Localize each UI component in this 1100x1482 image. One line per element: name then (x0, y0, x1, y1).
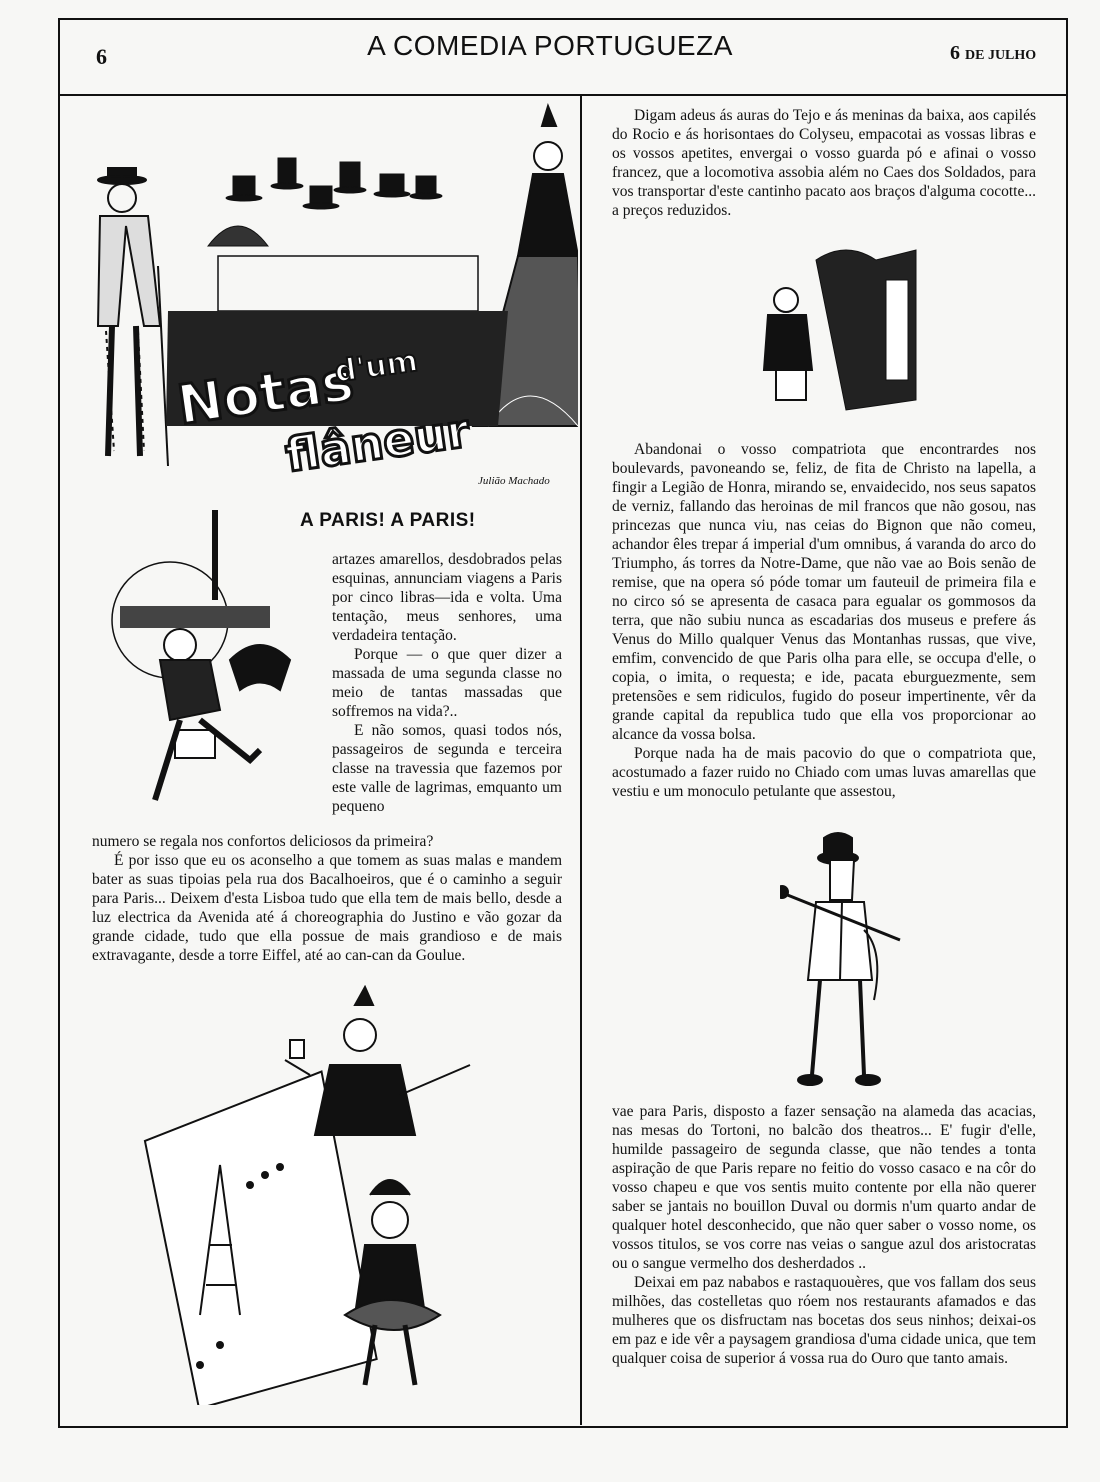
right-text-block-2 (612, 440, 1036, 801)
right-text-block-1 (612, 106, 1036, 220)
page-number: 6 (96, 44, 107, 69)
crowd-figures (208, 158, 478, 311)
right-paragraph: Deixai em paz nababos e rastaquouères, que vos fallam dos seus milhões, das costelletas quo róem nos restaurants afamados e das mulheres que os disfructam nas bocetas dos seus ninhos; deixai-os em paz e ide vêr a paysagem grandiosa d'uma cidade unica, que tem qualquer coisa de superior á vossa rua do Ouro que tanto amais. (612, 1274, 1036, 1367)
dandy-illustration (780, 830, 920, 1100)
left-paragraph: E não somos, quasi todos nós, passageiros de segunda e terceira classe na travessia que fazemos por este valle de lagrimas, emquanto um pequeno (332, 722, 562, 815)
issue-date-month: DE JULHO (965, 48, 1037, 63)
left-paragraph: Porque — o que quer dizer a massada de uma segunda classe no meio de tantas massadas que soffremos na vida?.. (332, 646, 562, 720)
banner-title-line3: flâneur (282, 403, 473, 483)
traveller-illustration (100, 510, 320, 830)
right-paragraph: vae para Paris, disposto a fazer sensação na alameda das acacias, nas mesas do Tortoni, no balcão dos theatros... E' fugir d'elle, humilde passageiro de segunda classe, que não tendes a tonta aspiração de que Paris repare no feitio do vosso casaco e na côr do vosso chapeu e que vos sentis muito contente por ella não querer saber se jantais no bouillon Duval ou dormis n'um quarto andar de qualquer hotel desconhecido, que não quer saber o vosso nome, os vossos titulos, se vos corre nas veias o sangue azul dos aristocratas ou o sangue vermelho dos desherdados .. (612, 1103, 1036, 1272)
banner-signature: Julião Machado (478, 475, 550, 487)
banner-title-line1: Notas (173, 349, 358, 437)
banner-illustration (78, 96, 578, 506)
gentleman-figure (98, 168, 168, 466)
right-paragraph: Abandonai o vosso compatriota que encontrardes nos boulevards, pavoneando se, feliz, de fita de Christo na lapella, a fingir a Legião de Honra, mirando se, envaidecido, nos seus sapatos de verniz, fallando das heroinas de mil francos que não gosou, nas princezas que nunca viu, nas ceias do Bignon que não comeu, achandor êles trepar á imperial d'um omnibus, á varanda do arco do Triumpho, ás torres da Notre-Dame, que não vae ao Bois senão de remise, que na opera só póde tomar um fauteuil de primeira fila e no circo só se apresenta de casaca para egualar os gommosos da terra, que não subiu nunca as escadarias dos museus e prefere ás Venus do Millo qualquer Venus das Montanhas russas, que vive, emfim, convencido de que Paris olha para elle, se occupa d'elle, o copia, o imita, o requesta; e ide, pacata eburguezmente, sem pretensões e sem ridiculos, fugido do poseur impertinente, vêr da grande capital da republica tudo que ella vos proporcionar ao alcance da vossa bolsa. (612, 441, 1036, 743)
banner-title-line2: d'um (332, 343, 420, 390)
right-text-block-3 (612, 1102, 1036, 1368)
left-narrow-text (332, 550, 562, 816)
doorway-illustration (756, 240, 936, 420)
left-full-text (92, 832, 562, 965)
paris-scene-illustration (140, 985, 540, 1405)
issue-date (950, 42, 1036, 65)
section-title: A PARIS! A PARIS! (300, 510, 476, 531)
right-paragraph: Porque nada ha de mais pacovio do que o compatriota que, acostumado a fazer ruido no Chiado com umas luvas amarellas que vestiu e um monoculo petulante que assestou, (612, 745, 1036, 800)
left-paragraph: É por isso que eu os aconselho a que tomem as suas malas e mandem bater as suas tipoias pela rua dos Bacalhoeiros, que é o caminho a seguir para Paris... Deixem d'esta Lisboa tudo que ella tem de mais bello, desde a luz electrica da Avenida até á choreographia do Justino e vão gozar da grande cidade, tudo que ella possue de mais grandioso e de mais extravagante, desde a torre Eiffel, até ao can-can da Goulue. (92, 852, 562, 964)
masthead-title: A COMEDIA PORTUGUEZA (367, 30, 733, 61)
right-paragraph: Digam adeus ás auras do Tejo e ás meninas da baixa, aos capilés do Rocio e ás horisontaes do Colyseu, empacotai as vossas libras e os vossos apetites, envergai o vosso guarda pó e afinai o vosso francez, que a locomotiva assobia além no Caes dos Soldados, para vos transportar d'este cantinho pacato aos braços d'alguma cocotte... a preços reduzidos. (612, 107, 1036, 219)
issue-date-day: 6 (950, 42, 960, 64)
left-paragraph: numero se regala nos confortos deliciosos da primeira? (92, 833, 434, 850)
column-divider (580, 95, 582, 1425)
left-paragraph: artazes amarellos, desdobrados pelas esquinas, annunciam viagens a Paris por cinco libras—ida e volta. Uma tentação, meus senhores, uma verdadeira tentação. (332, 551, 562, 644)
